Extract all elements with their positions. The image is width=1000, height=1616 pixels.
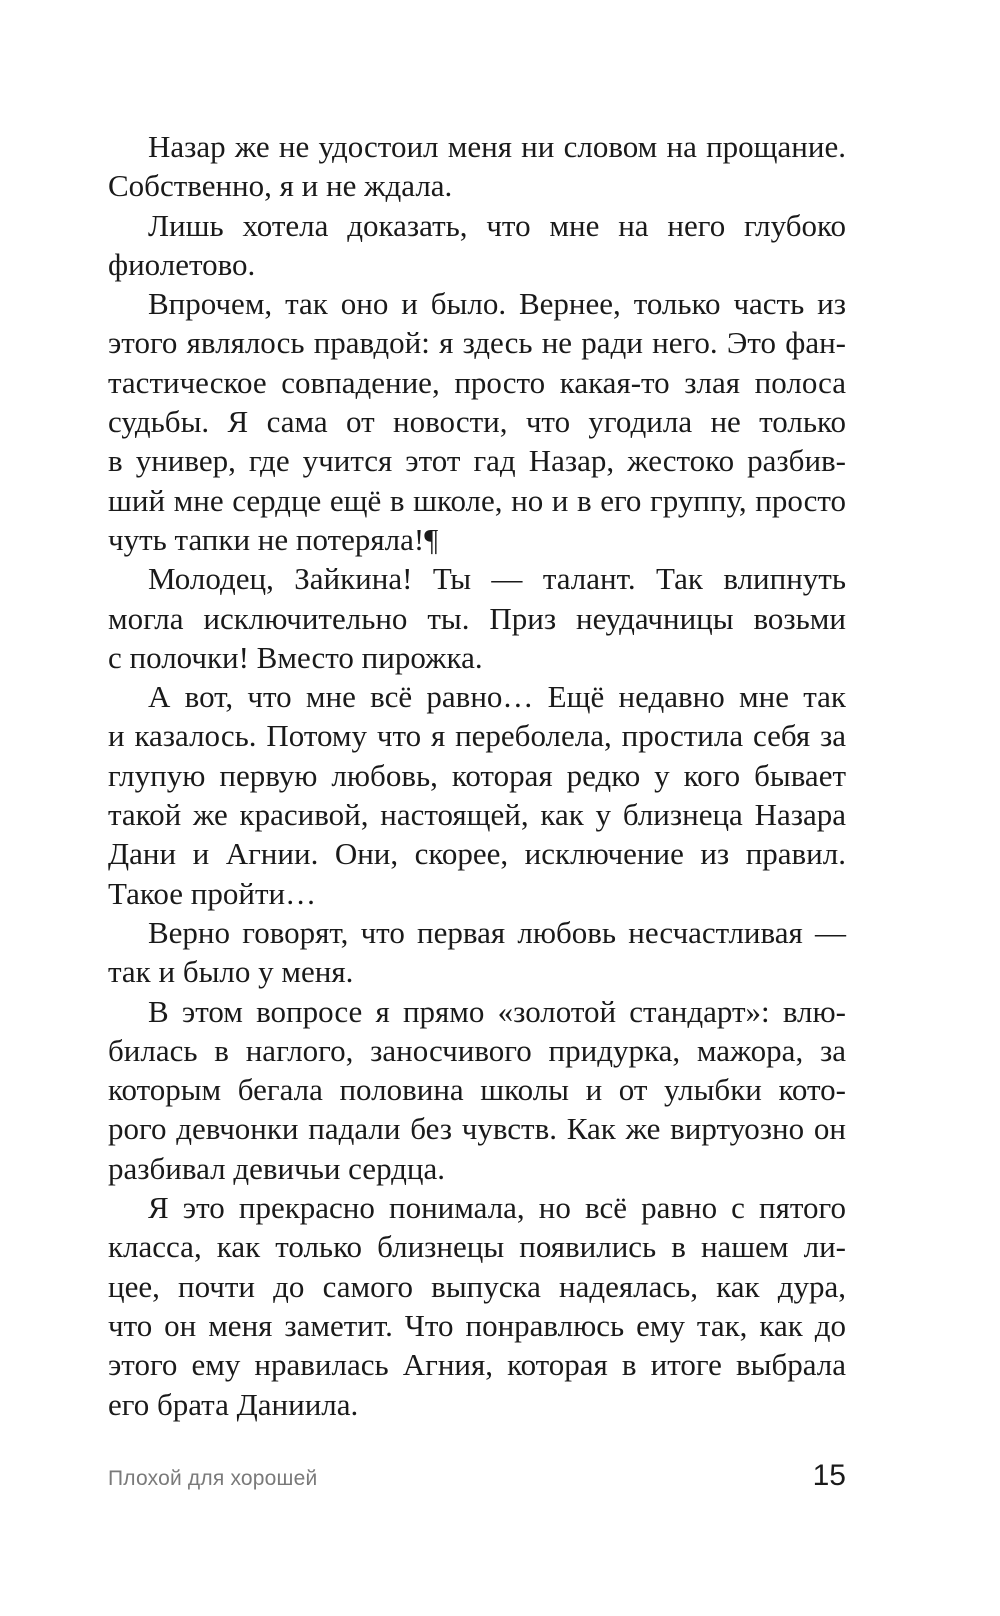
paragraph (108, 559, 846, 677)
text-line: Назар же не удостоил меня ни словом на прощание. (148, 129, 846, 164)
text-line: могла исключительно ты. Приз неудачницы возьми (108, 600, 846, 636)
text-line: судьбы. Я сама от новости, что угодила не только (108, 404, 846, 440)
text-line: цее, почти до самого выпуска надеялась, как дура, (108, 1268, 846, 1304)
text-line: такой же красивой, настоящей, как у близнеца Назара (108, 797, 846, 833)
paragraph (108, 913, 846, 992)
paragraph (108, 677, 846, 913)
text-line: чуть тапки не потеряла!¶ (108, 521, 439, 557)
page-number: 15 (812, 1459, 846, 1492)
text-line: Дани и Агнии. Они, скорее, исключение из правил. (108, 836, 846, 872)
paragraph (108, 1188, 846, 1424)
paragraph (108, 284, 846, 559)
text-line: Собственно, я и не ждала. (108, 168, 453, 204)
running-footer-title: Плохой для хорошей (108, 1467, 318, 1490)
text-line: класса, как только близнецы появились в нашем ли- (108, 1229, 846, 1265)
text-line: Впрочем, так оно и было. Вернее, только часть из (148, 286, 846, 322)
paragraph (108, 206, 846, 285)
text-line: В этом вопросе я прямо «золотой стандарт»: влю- (148, 993, 846, 1029)
paragraph (108, 127, 846, 206)
text-line: Верно говорят, что первая любовь несчастливая — (148, 914, 846, 950)
text-line: его брата Даниила. (108, 1386, 359, 1422)
text-line: Лишь хотела доказать, что мне на него глубоко (148, 207, 846, 243)
text-line: что он меня заметит. Что понравлюсь ему так, как до (108, 1307, 846, 1343)
text-line: и казалось. Потому что я переболела, простила себя за (108, 718, 846, 754)
text-line: так и было у меня. (108, 954, 354, 990)
text-line: этого ему нравилась Агния, которая в итоге выбрала (108, 1347, 846, 1383)
text-line: которым бегала половина школы и от улыбки кото- (108, 1072, 846, 1108)
text-line: фиолетово. (108, 246, 256, 282)
text-line: в универ, где учится этот гад Назар, жестоко разбив- (108, 443, 846, 479)
text-line: этого являлось правдой: я здесь не ради него. Это фан- (108, 325, 846, 361)
text-line: Такое пройти… (108, 875, 317, 911)
text-line: разбивал девичьи сердца. (108, 1150, 446, 1186)
text-line: А вот, что мне всё равно… Ещё недавно мне так (148, 679, 846, 715)
text-line: глупую первую любовь, которая редко у кого бывает (108, 757, 846, 793)
text-line: билась в наглого, заносчивого придурка, мажора, за (108, 1032, 846, 1068)
text-line: рого девчонки падали без чувств. Как же виртуозно он (108, 1111, 846, 1147)
text-line: ший мне сердце ещё в школе, но и в его группу, просто (108, 482, 846, 518)
text-line: с полочки! Вместо пирожка. (108, 639, 483, 675)
text-line: тастическое совпадение, просто какая-то злая полоса (108, 364, 846, 400)
paragraph (108, 992, 846, 1188)
body-text (108, 127, 846, 1424)
text-line: Молодец, Зайкина! Ты — талант. Так влипнуть (148, 561, 846, 597)
text-line: Я это прекрасно понимала, но всё равно с пятого (148, 1190, 846, 1226)
